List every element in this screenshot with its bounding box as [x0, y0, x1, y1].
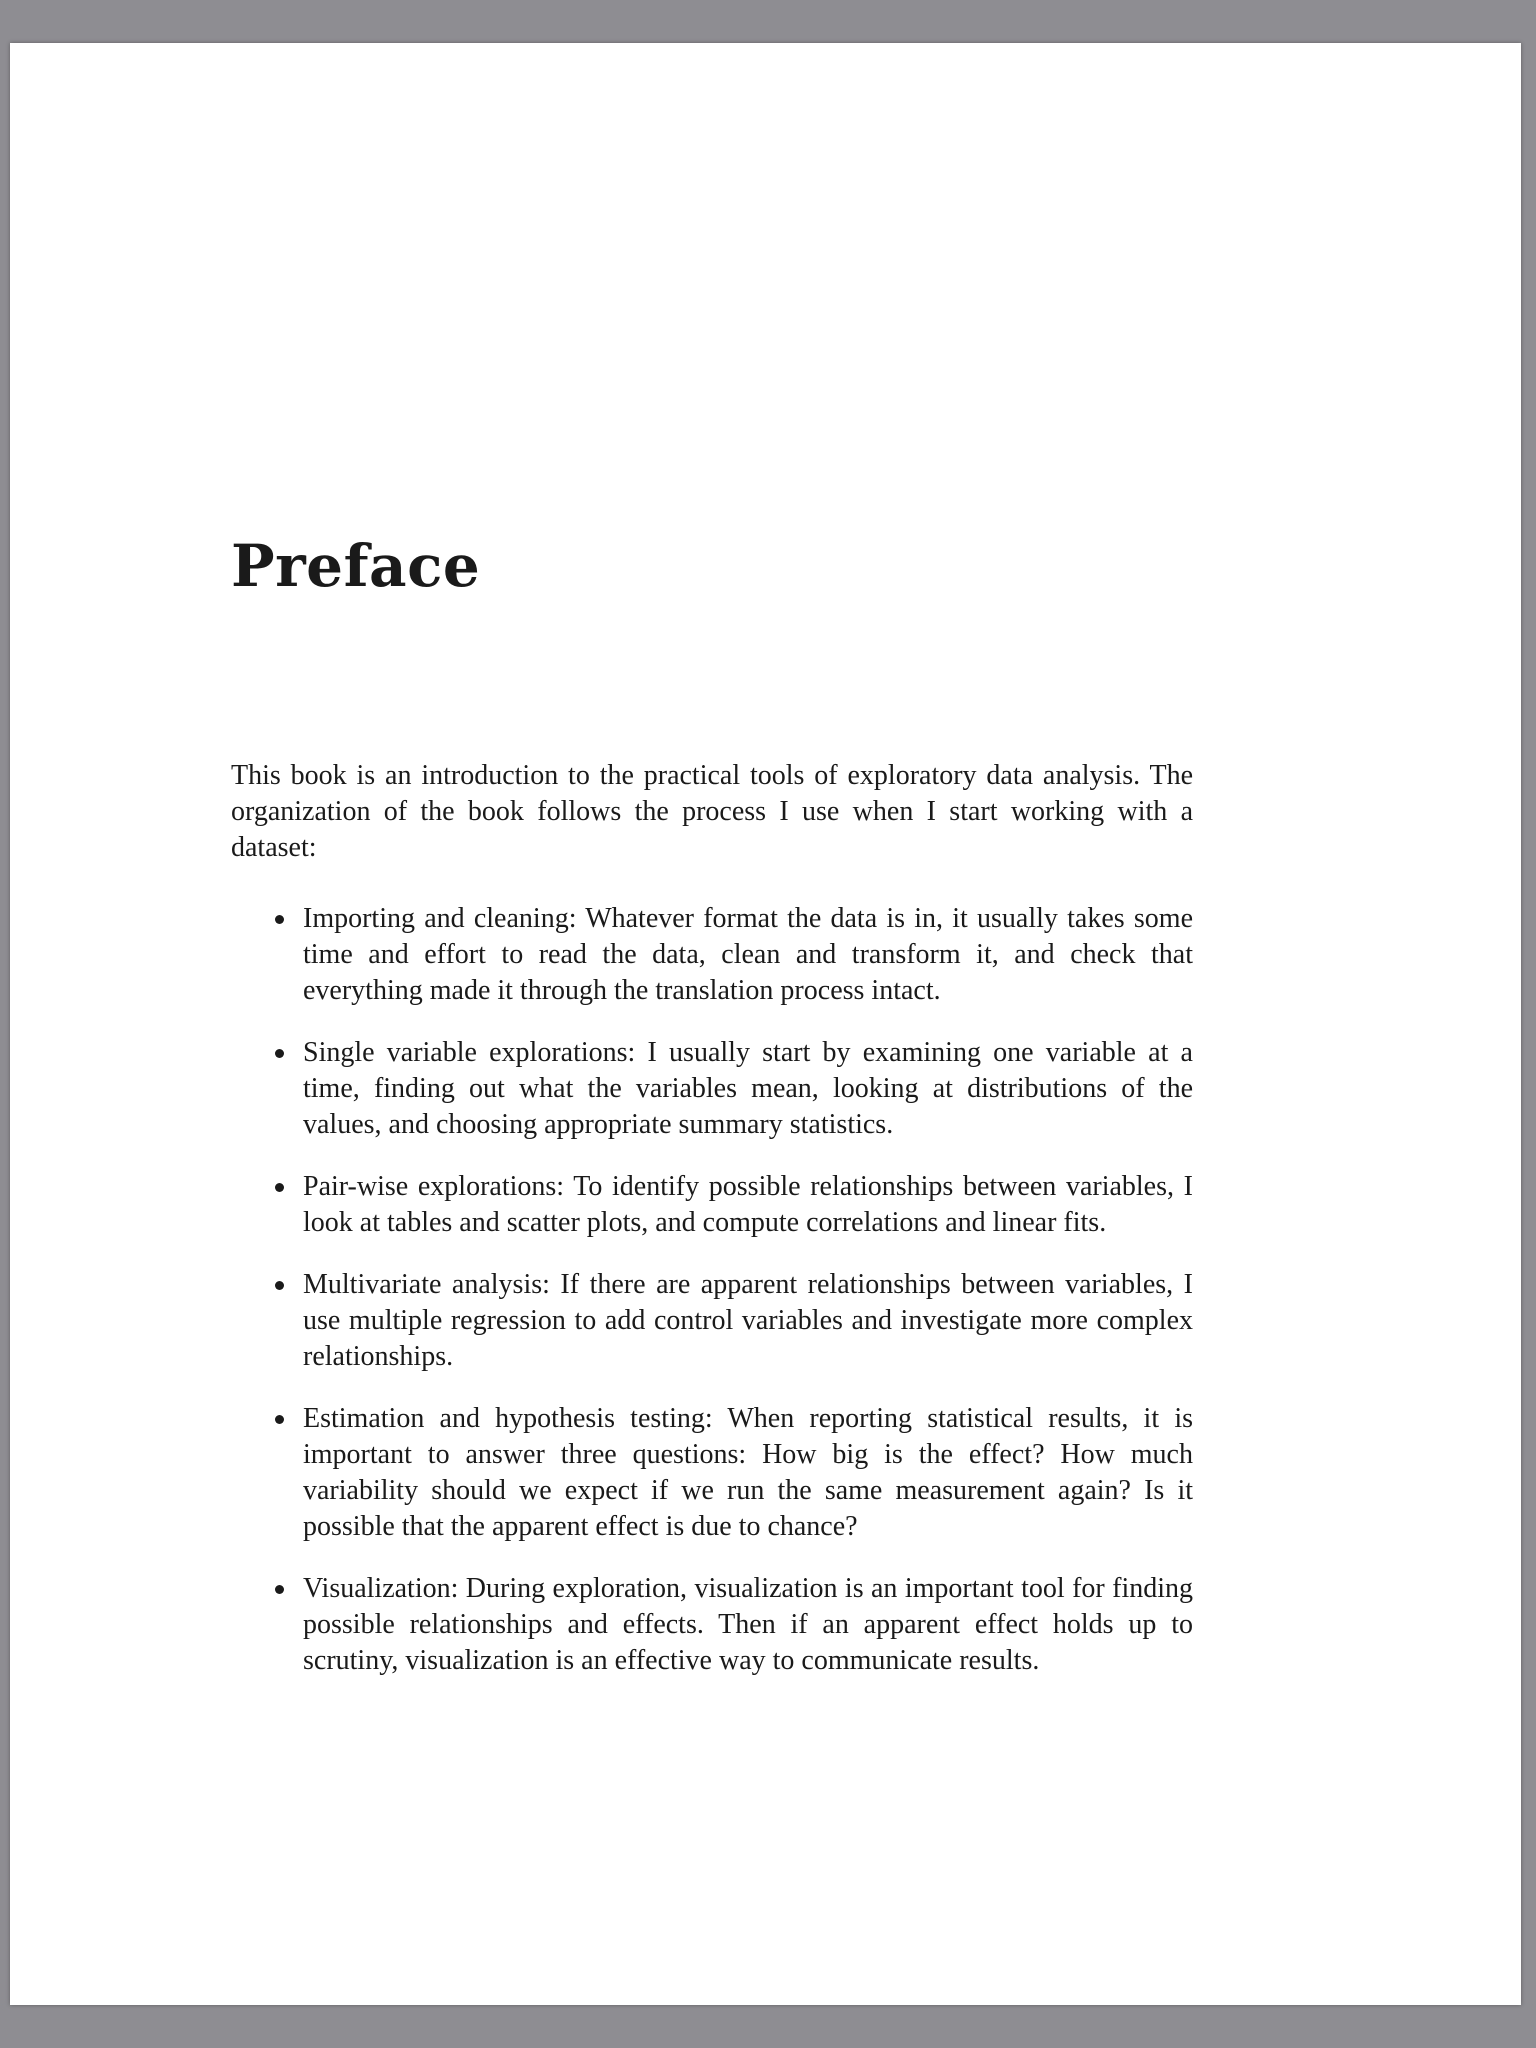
bullet-icon — [275, 1281, 284, 1290]
list-item-text: Importing and cleaning: Whatever format the data is in, it usually takes some time and effort to read the data, clean and transform it, and check that everything made it through the translation process intact. — [303, 903, 1193, 1006]
list-item-text: Visualization: During exploration, visualization is an important tool for finding possible relationships and effects. Then if an apparent effect holds up to scrutiny, visualization is an effective way to communicate results. — [303, 1573, 1193, 1676]
list-item — [231, 1267, 1193, 1375]
list-item-text: Multivariate analysis: If there are apparent relationships between variables, I use multiple regression to add control variables and investigate more complex relationships. — [303, 1269, 1193, 1372]
bullet-icon — [275, 1049, 284, 1058]
page-title: Preface — [231, 532, 481, 600]
list-item — [231, 901, 1193, 1009]
bullet-list — [231, 901, 1193, 1705]
bullet-icon — [275, 1183, 284, 1192]
list-item-text: Estimation and hypothesis testing: When reporting statistical results, it is important to answer three questions: How big is the effect? How much variability should we expect if we run the same measurement again? Is it possible that the apparent effect is due to chance? — [303, 1403, 1193, 1542]
intro-paragraph: This book is an introduction to the practical tools of exploratory data analysis. The organization of the book follows the process I use when I start working with a dataset: — [231, 760, 1193, 863]
bullet-icon — [275, 915, 284, 924]
list-item — [231, 1035, 1193, 1143]
document-page — [10, 43, 1521, 2005]
list-item-text: Single variable explorations: I usually start by examining one variable at a time, finding out what the variables mean, looking at distributions of the values, and choosing appropriate summary statistics. — [303, 1037, 1193, 1140]
list-item — [231, 1169, 1193, 1241]
list-item — [231, 1571, 1193, 1679]
bullet-icon — [275, 1415, 284, 1424]
bullet-icon — [275, 1585, 284, 1594]
list-item-text: Pair-wise explorations: To identify possible relationships between variables, I look at tables and scatter plots, and compute correlations and linear fits. — [303, 1171, 1193, 1238]
list-item — [231, 1401, 1193, 1545]
